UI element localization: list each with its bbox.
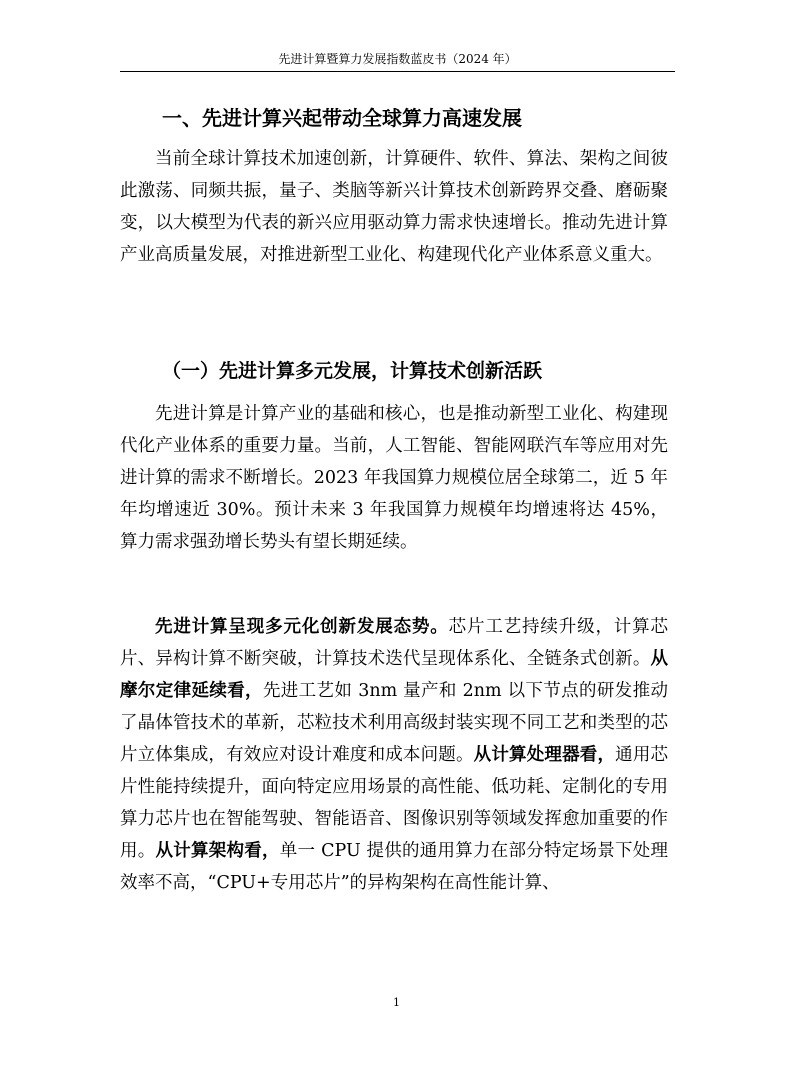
header-rule <box>120 71 675 72</box>
paragraph-intro: 当前全球计算技术加速创新，计算硬件、软件、算法、架构之间彼此激荡、同频共振，量子、类脑等新兴计算技术创新跨界交叠、磨砺聚变，以大模型为代表的新兴应用驱动算力需求快速增长。推动先进计算产业高质量发展，对推进新型工业化、构建现代化产业体系意义重大。 <box>120 149 668 265</box>
bold-phrase-architecture: 从计算架构看， <box>155 841 280 861</box>
paragraph-overview: 先进计算是计算产业的基础和核心，也是推动新型工业化、构建现代化产业体系的重要力量。当前，人工智能、智能网联汽车等应用对先进计算的需求不断增长。2023 年我国算力规模位居全球第二，近 5 年年均增速近 30%。预计未来 3 年我国算力规模年均增速将达 45%，算力需求强劲增长势头有望长期延续。 <box>120 404 668 552</box>
section-heading: 一、先进计算兴起带动全球算力高速发展 <box>162 106 522 130</box>
subsection-heading: （一）先进计算多元发展，计算技术创新活跃 <box>162 360 543 382</box>
lead-bold-text: 先进计算呈现多元化创新发展态势。 <box>155 617 449 637</box>
bold-phrase-moore: 从摩尔定律延续看， <box>120 649 668 701</box>
body-text: 单一 CPU 提供的通用算力在部分特定场景下处理效率不高，“CPU+专用芯片”的异构架构在高性能计算、 <box>120 841 669 893</box>
body-text: 通用芯片性能持续提升，面向特定应用场景的高性能、低功耗、定制化的专用算力芯片也在智能驾驶、智能语音、图像识别等领域发挥愈加重要的作用。 <box>120 745 669 861</box>
page-number: 1 <box>393 996 400 1009</box>
bold-phrase-processor: 从计算处理器看， <box>473 745 616 765</box>
body-text: 先进工艺如 3nm 量产和 2nm 以下节点的研发推动了晶体管技术的革新，芯粒技术利用高级封装实现不同工艺和类型的芯片立体集成，有效应对设计难度和成本问题。 <box>120 681 669 765</box>
paragraph-trends <box>120 611 668 899</box>
body-text: 芯片工艺持续升级，计算芯片、异构计算不断突破，计算技术迭代呈现体系化、全链条式创新。 <box>120 617 669 669</box>
running-header: 先进计算暨算力发展指数蓝皮书（2024 年） <box>278 52 517 66</box>
